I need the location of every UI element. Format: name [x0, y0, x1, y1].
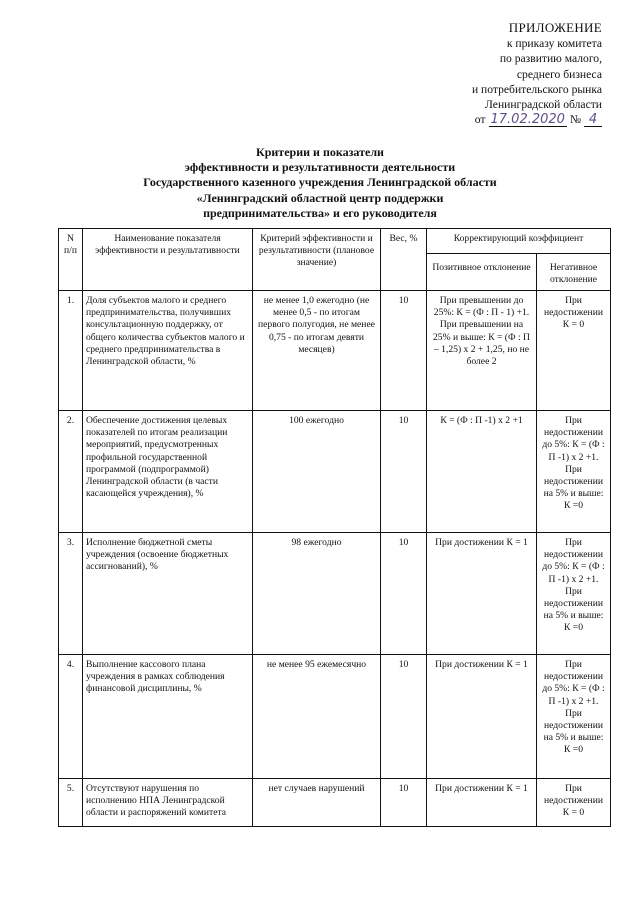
row-num: 4.: [59, 655, 83, 779]
appendix-line: по развитию малого,: [499, 52, 602, 66]
header-criterion: Критерий эффективности и результативности (плановое значение): [253, 229, 381, 291]
row-weight: 10: [381, 655, 427, 779]
row-weight: 10: [381, 533, 427, 655]
row-negative: При недостижении К = 0: [537, 779, 611, 827]
table-row: [59, 655, 611, 779]
row-weight: 10: [381, 291, 427, 411]
criteria-table: [58, 228, 611, 827]
row-criterion: не менее 95 ежемесячно: [253, 655, 381, 779]
row-name: Отсутствуют нарушения по исполнению НПА Ленинградской области и распоряжений комитета: [83, 779, 253, 827]
heading-line: «Ленинградский областной центр поддержки: [196, 190, 444, 205]
row-positive: К = (Ф : П -1) х 2 +1: [427, 411, 537, 533]
row-negative: При недостижении до 5%: К = (Ф : П -1) х 2 +1. При недостижении на 5% и выше: К =0: [537, 655, 611, 779]
row-num: 5.: [59, 779, 83, 827]
row-criterion: 98 ежегодно: [253, 533, 381, 655]
row-name: Доля субъектов малого и среднего предпринимательства, получивших консультационную поддержку, от общего количества субъектов малого и среднего предпринимательства в Ленинградской области, %: [83, 291, 253, 411]
row-negative: При недостижении К = 0: [537, 291, 611, 411]
table-row: [59, 291, 611, 411]
row-criterion: нет случаев нарушений: [253, 779, 381, 827]
header-positive: Позитивное отклонение: [427, 254, 537, 291]
order-number: 4: [584, 113, 602, 127]
row-name: Обеспечение достижения целевых показателей по итогам реализации мероприятий, предусмотренных профильной государственной программой (подпрограммой) Ленинградской области (в части касающейся учреждения), %: [83, 411, 253, 533]
row-positive: При достижении К = 1: [427, 779, 537, 827]
table-header-row: [59, 229, 611, 254]
appendix-line: к приказу комитета: [506, 37, 602, 51]
appendix-line: и потребительского рынка: [471, 82, 602, 96]
row-negative: При недостижении до 5%: К = (Ф : П -1) х 2 +1. При недостижении на 5% и выше: К =0: [537, 411, 611, 533]
row-name: Исполнение бюджетной сметы учреждения (освоение бюджетных ассигнований), %: [83, 533, 253, 655]
heading-line: эффективности и результативности деятельности: [184, 160, 456, 175]
heading-line: предпринимательства» и его руководителя: [203, 205, 437, 220]
heading-line: Государственного казенного учреждения Ленинградской области: [143, 175, 497, 190]
header-num: N п/п: [59, 229, 83, 291]
row-num: 3.: [59, 533, 83, 655]
row-positive: При превышении до 25%: К = (Ф : П - 1) +1. При превышении на 25% и выше: К = (Ф : П – 1,25) х 2 + 1,25, но не более 2: [427, 291, 537, 411]
document-heading: [60, 145, 580, 221]
header-weight: Вес, %: [381, 229, 427, 291]
row-negative: При недостижении до 5%: К = (Ф : П -1) х 2 +1. При недостижении на 5% и выше: К =0: [537, 533, 611, 655]
table-row: [59, 779, 611, 827]
row-criterion: 100 ежегодно: [253, 411, 381, 533]
row-weight: 10: [381, 411, 427, 533]
header-name: Наименование показателя эффективности и результативности: [83, 229, 253, 291]
table-row: [59, 533, 611, 655]
row-criterion: не менее 1,0 ежегодно (не менее 0,5 - по итогам первого полугодия, не менее 0,75 - по итогам девяти месяцев): [253, 291, 381, 411]
row-positive: При достижении К = 1: [427, 655, 537, 779]
date-prefix: от: [474, 113, 486, 127]
row-weight: 10: [381, 779, 427, 827]
table-row: [59, 411, 611, 533]
row-num: 1.: [59, 291, 83, 411]
number-prefix: №: [569, 113, 581, 127]
row-name: Выполнение кассового плана учреждения в рамках соблюдения финансовой дисциплины, %: [83, 655, 253, 779]
row-num: 2.: [59, 411, 83, 533]
row-positive: При достижении К = 1: [427, 533, 537, 655]
heading-line: Критерии и показатели: [256, 145, 384, 159]
appendix-title: ПРИЛОЖЕНИЕ: [508, 20, 602, 35]
appendix-line: среднего бизнеса: [516, 67, 602, 81]
order-date-row: [402, 112, 602, 127]
order-date: 17.02.2020: [490, 112, 565, 128]
header-negative: Негативное отклонение: [537, 254, 611, 291]
header-coef: Корректирующий коэффициент: [427, 229, 611, 254]
appendix-block: [402, 20, 602, 127]
appendix-line: Ленинградской области: [485, 98, 602, 112]
